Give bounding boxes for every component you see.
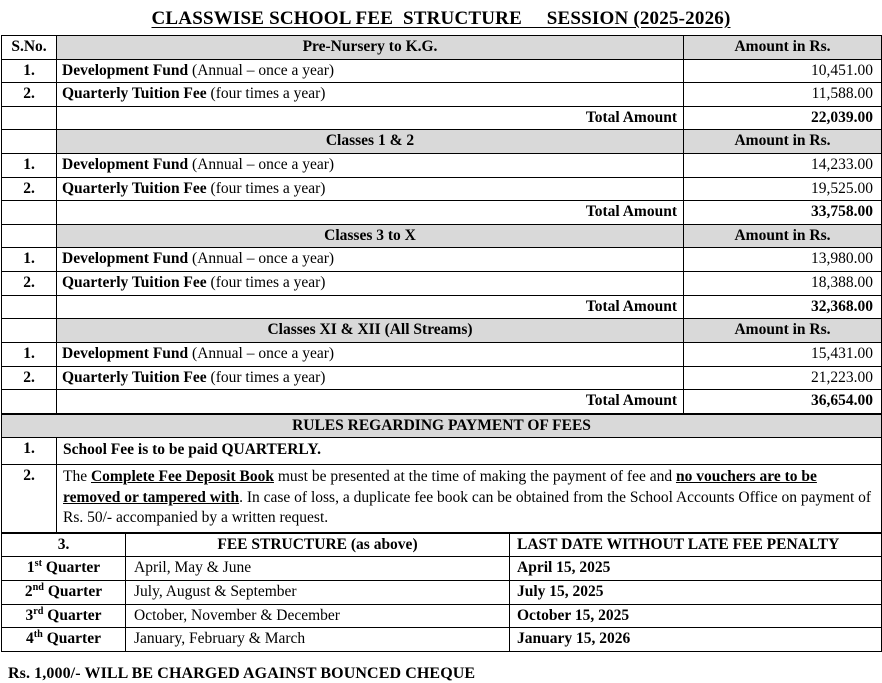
fee-item-sno: 1.	[2, 342, 57, 366]
quarter-ordinal-suffix: th	[33, 629, 43, 641]
total-row-spacer	[2, 106, 57, 130]
section-title: Pre-Nursery to K.G.	[57, 36, 684, 60]
fee-item-row	[2, 177, 882, 201]
quarter-months: July, August & September	[126, 581, 510, 605]
fee-item-sno: 2.	[2, 272, 57, 296]
quarter-row	[2, 557, 882, 581]
rule-text-fragment: . In case of loss, a duplicate fee book can be obtained from the School Accounts Office on payment of Rs. 50/- accompanied by a written request.	[63, 488, 872, 527]
fee-item-name: Development Fund	[62, 61, 189, 79]
quarter-row	[2, 628, 882, 652]
section-header-spacer	[2, 319, 57, 343]
fee-item-name: Quarterly Tuition Fee	[62, 179, 207, 197]
rule-text	[57, 464, 882, 532]
page-title	[0, 0, 882, 35]
rule-text-emphasis: no vouchers are to be removed or tampered with	[63, 467, 817, 506]
rule-text-fragment	[91, 468, 274, 485]
fee-item-sno: 1.	[2, 59, 57, 83]
section-header-row	[2, 36, 882, 60]
rule-number: 2.	[2, 464, 57, 532]
rules-table	[1, 414, 882, 533]
fee-item-row	[2, 272, 882, 296]
column-header-amount: Amount in Rs.	[684, 224, 882, 248]
fee-item-amount: 13,980.00	[684, 248, 882, 272]
total-amount-label: Total Amount	[57, 201, 684, 225]
rule-text-fragment: must be presented at the time of making the payment of fee and	[273, 467, 676, 485]
rule-text-fragment: School Fee is to be paid QUARTERLY.	[63, 441, 321, 459]
fee-item-amount: 15,431.00	[684, 342, 882, 366]
total-amount-label: Total Amount	[57, 106, 684, 130]
total-amount-label: Total Amount	[57, 295, 684, 319]
fee-item-description	[57, 342, 684, 366]
quarter-ordinal-suffix: nd	[32, 581, 44, 593]
rules-heading-row	[2, 414, 882, 438]
fee-item-description	[57, 83, 684, 107]
total-row-spacer	[2, 295, 57, 319]
fee-item-description	[57, 154, 684, 178]
fee-item-name: Quarterly Tuition Fee	[62, 85, 207, 103]
section-total-row	[2, 201, 882, 225]
fee-item-name: Quarterly Tuition Fee	[62, 368, 207, 386]
quarter-last-date: April 15, 2025	[510, 557, 882, 581]
quarter-label: 4th Quarter	[2, 628, 126, 652]
quarter-last-date: October 15, 2025	[510, 604, 882, 628]
total-amount-value: 32,368.00	[684, 295, 882, 319]
fee-item-row	[2, 342, 882, 366]
section-header-spacer	[2, 130, 57, 154]
fee-item-note: (four times a year)	[206, 179, 326, 197]
total-amount-value: 36,654.00	[684, 390, 882, 414]
fee-item-description	[57, 366, 684, 390]
rule-text	[57, 438, 882, 465]
rule-text-fragment: The	[63, 467, 91, 485]
quarter-months: April, May & June	[126, 557, 510, 581]
quarter-row	[2, 604, 882, 628]
quarter-last-date: July 15, 2025	[510, 581, 882, 605]
fee-item-note: (Annual – once a year)	[188, 250, 335, 268]
total-amount-label: Total Amount	[57, 390, 684, 414]
fee-table-body	[2, 36, 882, 414]
total-amount-value: 22,039.00	[684, 106, 882, 130]
fee-item-note: (Annual – once a year)	[188, 156, 335, 174]
fee-item-row	[2, 366, 882, 390]
section-header-row	[2, 130, 882, 154]
fee-item-amount: 10,451.00	[684, 59, 882, 83]
schedule-table-body	[2, 533, 882, 651]
fee-item-amount: 19,525.00	[684, 177, 882, 201]
quarter-label: 2nd Quarter	[2, 581, 126, 605]
total-row-spacer	[2, 390, 57, 414]
column-header-amount: Amount in Rs.	[684, 36, 882, 60]
section-title: Classes 1 & 2	[57, 130, 684, 154]
fee-item-note: (four times a year)	[206, 368, 326, 386]
rule-row	[2, 464, 882, 532]
fee-item-amount: 18,388.00	[684, 272, 882, 296]
section-total-row	[2, 390, 882, 414]
schedule-structure-header: FEE STRUCTURE (as above)	[126, 533, 510, 557]
total-amount-value: 33,758.00	[684, 201, 882, 225]
fee-structure-table	[1, 35, 882, 414]
quarter-months: January, February & March	[126, 628, 510, 652]
fee-item-sno: 1.	[2, 154, 57, 178]
fee-item-name: Development Fund	[62, 344, 189, 362]
column-header-amount: Amount in Rs.	[684, 130, 882, 154]
fee-item-name: Development Fund	[62, 250, 189, 268]
schedule-header-row	[2, 533, 882, 557]
bounced-cheque-note: Rs. 1,000/- WILL BE CHARGED AGAINST BOUNCED CHEQUE	[8, 664, 476, 682]
section-total-row	[2, 295, 882, 319]
section-total-row	[2, 106, 882, 130]
fee-item-note: (four times a year)	[206, 274, 326, 292]
fee-item-description	[57, 59, 684, 83]
column-header-sno: S.No.	[2, 36, 57, 60]
section-title: Classes 3 to X	[57, 224, 684, 248]
quarter-label: 3rd Quarter	[2, 604, 126, 628]
fee-item-row	[2, 59, 882, 83]
total-row-spacer	[2, 201, 57, 225]
fee-item-row	[2, 83, 882, 107]
column-header-amount: Amount in Rs.	[684, 319, 882, 343]
rule-text-emphasis: Complete Fee Deposit Book	[90, 467, 274, 485]
quarter-ordinal-suffix: st	[34, 558, 43, 570]
schedule-date-header: LAST DATE WITHOUT LATE FEE PENALTY	[510, 533, 882, 557]
rule-row	[2, 438, 882, 465]
fee-item-name: Development Fund	[62, 156, 189, 174]
fee-item-name: Quarterly Tuition Fee	[62, 274, 207, 292]
fee-item-sno: 2.	[2, 366, 57, 390]
quarter-ordinal-suffix: rd	[33, 605, 44, 617]
fee-item-note: (Annual – once a year)	[188, 344, 335, 362]
schedule-rule-number: 3.	[2, 533, 126, 557]
quarter-months: October, November & December	[126, 604, 510, 628]
page-title-text: CLASSWISE SCHOOL FEE STRUCTURE SESSION (2025-2026)	[151, 8, 731, 29]
fee-item-amount: 21,223.00	[684, 366, 882, 390]
rules-heading: RULES REGARDING PAYMENT OF FEES	[2, 414, 882, 438]
quarter-last-date: January 15, 2026	[510, 628, 882, 652]
fee-item-row	[2, 154, 882, 178]
fee-item-note: (four times a year)	[206, 85, 326, 103]
fee-item-row	[2, 248, 882, 272]
fee-item-description	[57, 248, 684, 272]
fee-item-sno: 2.	[2, 177, 57, 201]
rule-number: 1.	[2, 438, 57, 465]
section-title: Classes XI & XII (All Streams)	[57, 319, 684, 343]
fee-item-note: (Annual – once a year)	[188, 61, 335, 79]
fee-item-description	[57, 177, 684, 201]
fee-item-sno: 1.	[2, 248, 57, 272]
fee-item-amount: 11,588.00	[684, 83, 882, 107]
section-header-row	[2, 319, 882, 343]
fee-item-description	[57, 272, 684, 296]
section-header-spacer	[2, 224, 57, 248]
fee-item-sno: 2.	[2, 83, 57, 107]
payment-schedule-table	[1, 533, 882, 652]
section-header-row	[2, 224, 882, 248]
quarter-row	[2, 581, 882, 605]
fee-item-amount: 14,233.00	[684, 154, 882, 178]
quarter-label: 1st Quarter	[2, 557, 126, 581]
rules-table-body	[2, 414, 882, 532]
